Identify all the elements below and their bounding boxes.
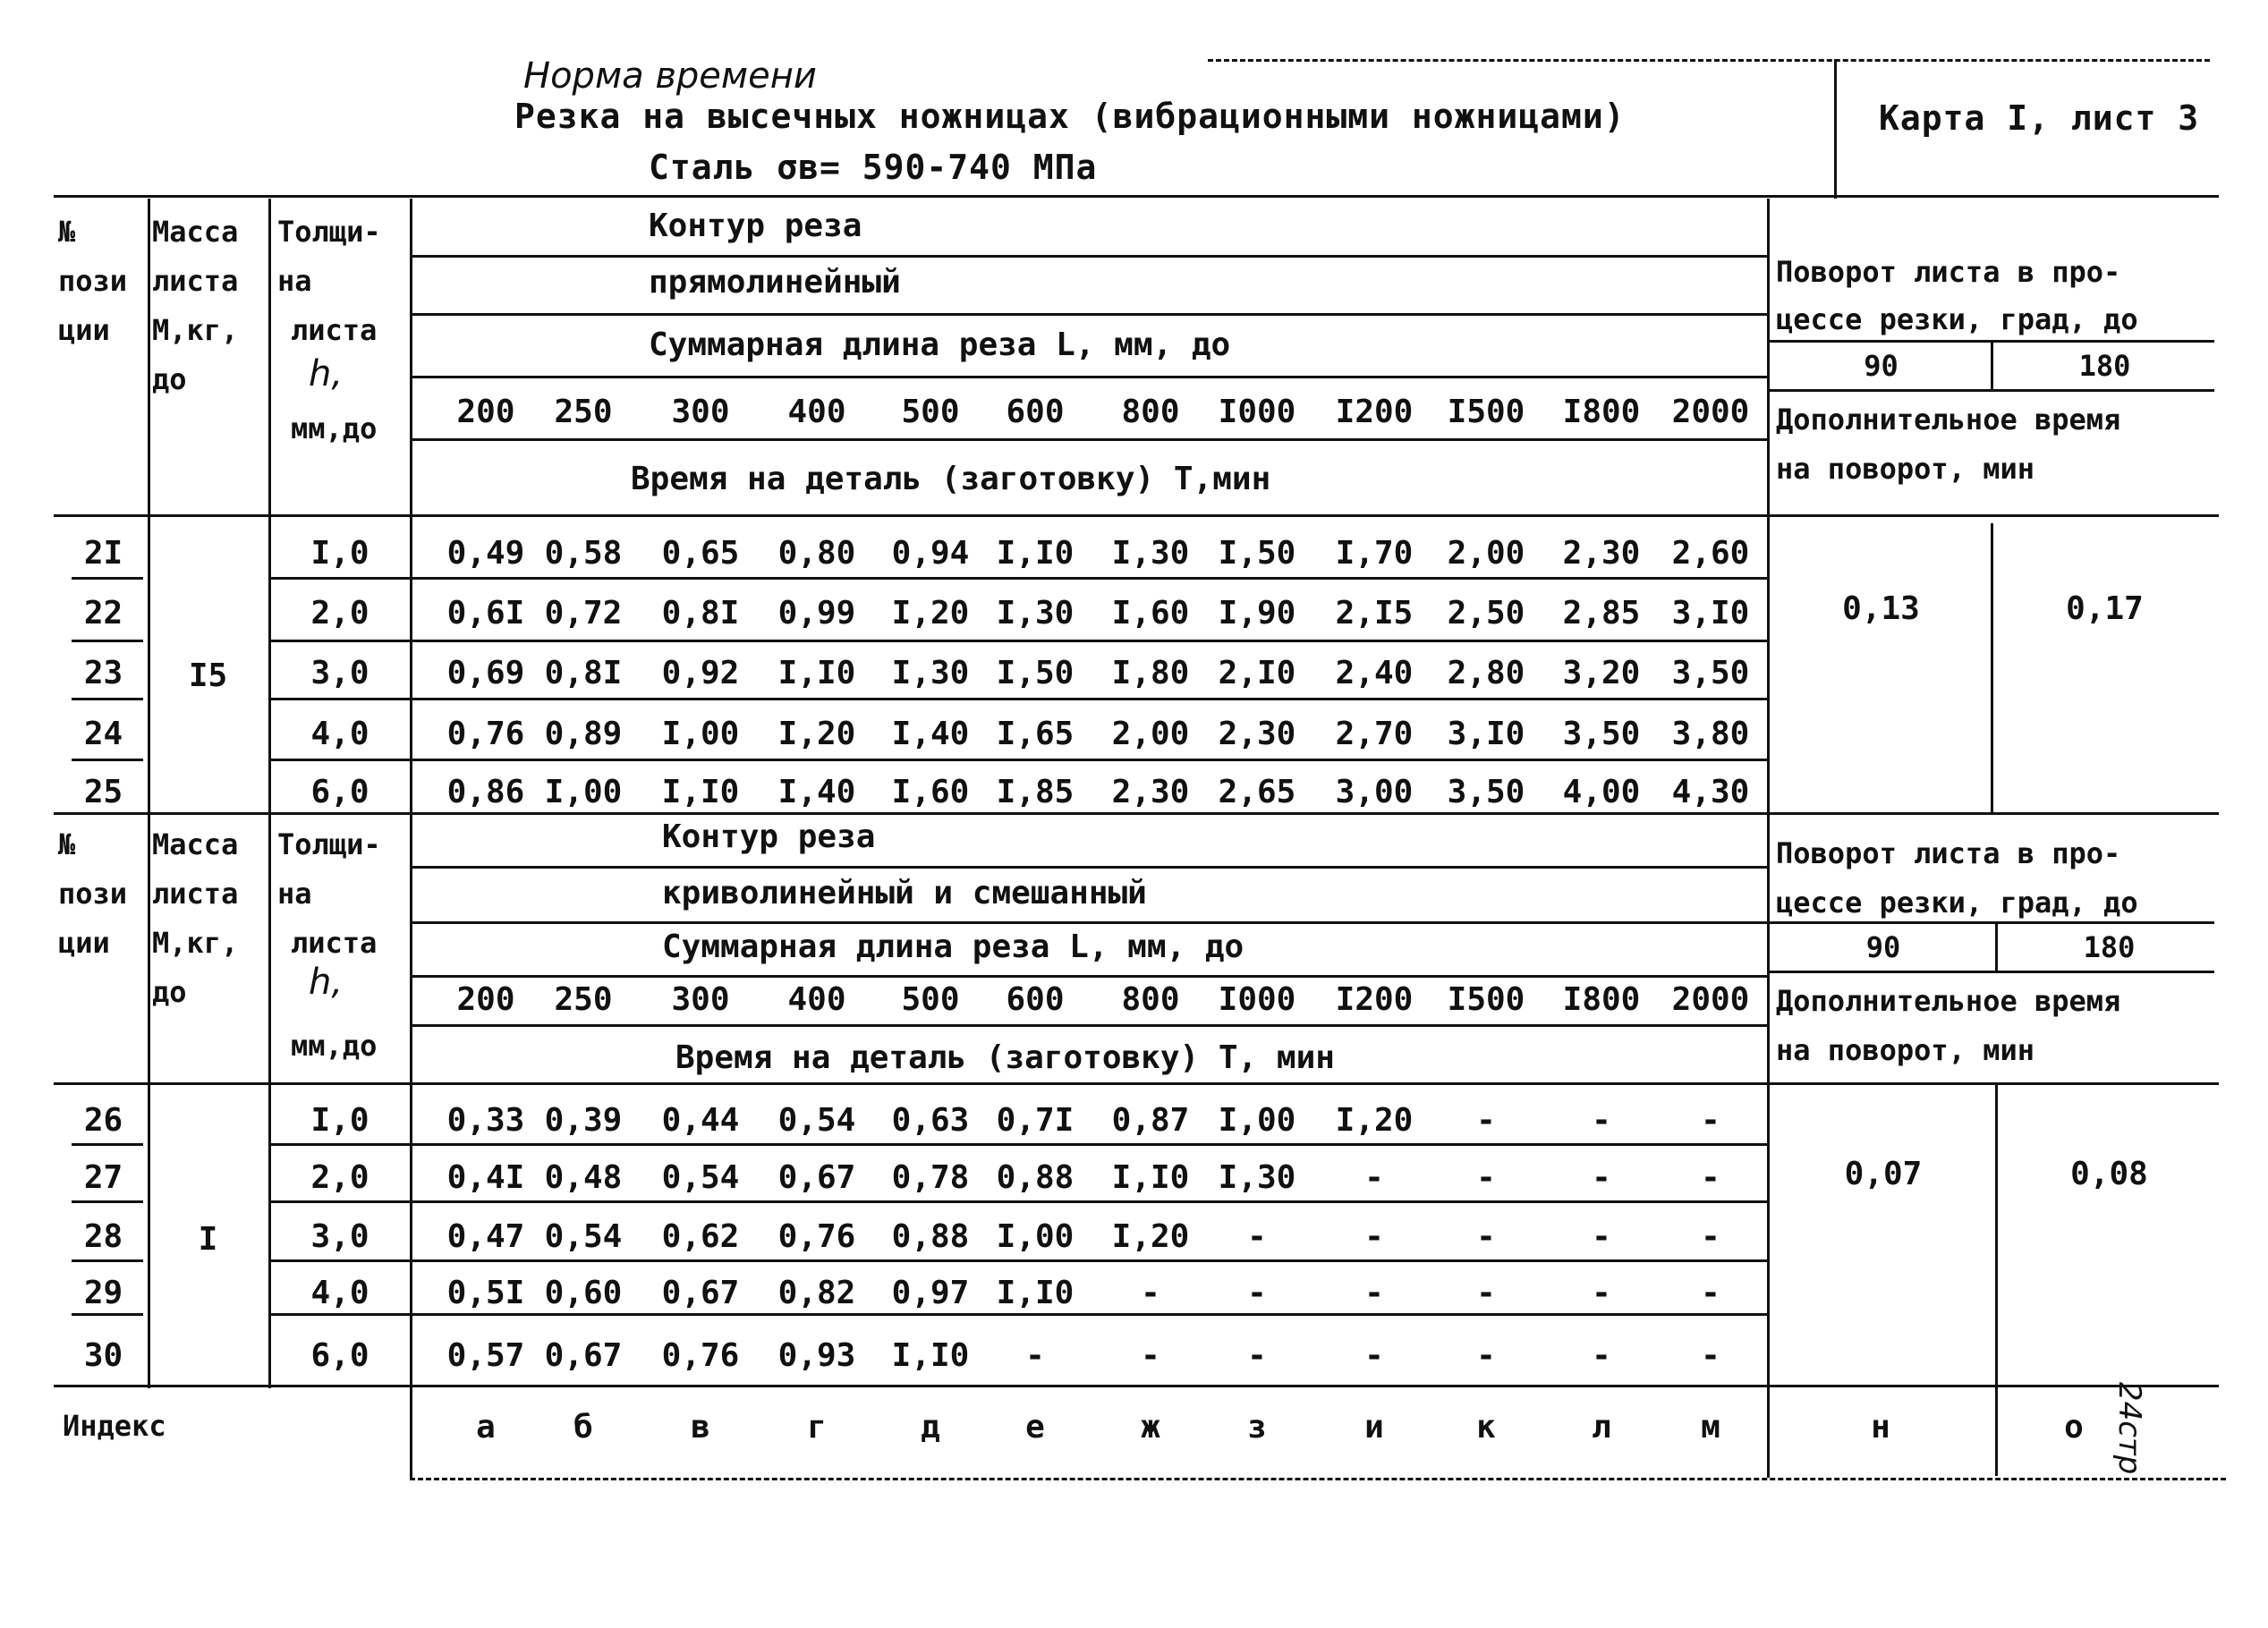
head-mass-2: листа bbox=[152, 264, 239, 298]
position-number: 29 bbox=[83, 1275, 123, 1311]
thickness-value: 4,0 bbox=[310, 1275, 370, 1311]
length-header: I000 bbox=[1218, 394, 1296, 430]
thickness-value: 6,0 bbox=[310, 774, 370, 810]
position-number: 24 bbox=[83, 716, 123, 752]
rot-split-2a bbox=[1995, 921, 1998, 971]
b1-pos-line-4 bbox=[72, 759, 143, 761]
handwritten-title: Норма времени bbox=[523, 55, 817, 97]
b2-rot-value-90: 0,07 bbox=[1844, 1156, 1923, 1192]
time-cell: 0,78 bbox=[891, 1159, 970, 1196]
index-letter: о bbox=[2064, 1409, 2084, 1446]
time-cell: 0,69 bbox=[446, 655, 525, 691]
time-cell: I,00 bbox=[544, 774, 623, 810]
index-letter: д bbox=[921, 1409, 940, 1446]
time-cell: 0,82 bbox=[777, 1275, 856, 1311]
b1-row-line-1 bbox=[268, 577, 1767, 580]
time-cell: 0,87 bbox=[1111, 1102, 1190, 1139]
head-thick-4: h, bbox=[309, 353, 344, 394]
time-cell: I,20 bbox=[891, 595, 970, 632]
time-cell: 0,7I bbox=[996, 1102, 1075, 1139]
time-cell: 0,5I bbox=[446, 1275, 525, 1311]
b1-rot-value-180: 0,17 bbox=[2066, 590, 2144, 627]
index-letter: и bbox=[1364, 1409, 1384, 1446]
b1-rot-180: 180 bbox=[2078, 349, 2131, 383]
b2-contour-type: криволинейный и смешанный bbox=[662, 875, 1147, 912]
b2-head-thick-1: Толщи- bbox=[277, 827, 381, 861]
time-cell: 4,30 bbox=[1671, 774, 1750, 810]
b1-row-line-2 bbox=[268, 640, 1767, 642]
b1-add-time-2: на поворот, мин bbox=[1776, 452, 2034, 486]
time-cell: 2,70 bbox=[1335, 716, 1414, 752]
length-header: I200 bbox=[1335, 394, 1414, 430]
time-cell: 2,I5 bbox=[1335, 595, 1414, 632]
index-letter: м bbox=[1701, 1409, 1720, 1446]
b2-line-lengths bbox=[410, 1024, 1767, 1027]
b2-line-contour bbox=[410, 866, 1767, 869]
length-header: 800 bbox=[1121, 981, 1180, 1018]
time-cell: - bbox=[1364, 1275, 1384, 1311]
time-cell: I,30 bbox=[1111, 535, 1190, 572]
time-cell: 0,94 bbox=[891, 535, 970, 572]
time-cell: - bbox=[1364, 1159, 1384, 1196]
time-cell: I,I0 bbox=[996, 535, 1075, 572]
time-cell: 0,67 bbox=[777, 1159, 856, 1196]
col-line-thick bbox=[410, 199, 412, 1478]
time-cell: - bbox=[1592, 1275, 1611, 1311]
time-cell: 2,00 bbox=[1111, 716, 1190, 752]
b2-head-mass-3: М,кг, bbox=[152, 926, 239, 960]
length-header: 200 bbox=[456, 394, 515, 430]
time-cell: 0,65 bbox=[661, 535, 740, 572]
b2-head-thick-2: на bbox=[277, 877, 312, 911]
length-header: 200 bbox=[456, 981, 515, 1018]
time-cell: - bbox=[1701, 1275, 1720, 1311]
b2-add-time-2: на поворот, мин bbox=[1776, 1033, 2034, 1067]
index-letter: б bbox=[573, 1409, 593, 1446]
thickness-value: 6,0 bbox=[310, 1337, 370, 1374]
time-cell: - bbox=[1364, 1218, 1384, 1255]
length-header: 500 bbox=[901, 981, 960, 1018]
time-cell: - bbox=[1476, 1102, 1496, 1139]
b2-mass-value: I bbox=[198, 1221, 218, 1258]
time-cell: - bbox=[1141, 1275, 1160, 1311]
time-cell: 0,4I bbox=[446, 1159, 525, 1196]
b2-rot-90: 90 bbox=[1865, 930, 1901, 964]
head-mass-3: М,кг, bbox=[152, 313, 239, 347]
steel-grade: Сталь σв= 590-740 МПа bbox=[649, 148, 1098, 187]
time-cell: 2,00 bbox=[1447, 535, 1525, 572]
time-cell: 3,I0 bbox=[1447, 716, 1525, 752]
time-cell: 2,85 bbox=[1562, 595, 1641, 632]
footer-dash-line bbox=[410, 1478, 2226, 1480]
time-cell: I,40 bbox=[777, 774, 856, 810]
b1-rot-label-1: Поворот листа в про- bbox=[1776, 255, 2121, 289]
length-header: 500 bbox=[901, 394, 960, 430]
time-cell: I,80 bbox=[1111, 655, 1190, 691]
time-cell: 3,I0 bbox=[1671, 595, 1750, 632]
thickness-value: I,0 bbox=[310, 535, 370, 572]
thickness-value: 3,0 bbox=[310, 655, 370, 691]
header-divider bbox=[1834, 59, 1837, 199]
time-cell: 0,86 bbox=[446, 774, 525, 810]
time-cell: 0,67 bbox=[661, 1275, 740, 1311]
b1-time-label: Время на деталь (заготовку) Т,мин bbox=[631, 461, 1271, 497]
length-header: 300 bbox=[671, 394, 730, 430]
time-cell: I,30 bbox=[891, 655, 970, 691]
b2-head-pos-1: № bbox=[58, 827, 76, 861]
length-header: 600 bbox=[1006, 981, 1065, 1018]
time-cell: 3,20 bbox=[1562, 655, 1641, 691]
time-cell: 3,50 bbox=[1447, 774, 1525, 810]
time-cell: 0,72 bbox=[544, 595, 623, 632]
time-cell: I,I0 bbox=[891, 1337, 970, 1374]
b1-bottom-rule bbox=[54, 812, 2219, 815]
b1-rot-value-90: 0,13 bbox=[1842, 590, 1920, 627]
time-cell: - bbox=[1476, 1275, 1496, 1311]
position-number: 22 bbox=[83, 595, 123, 632]
time-cell: I,50 bbox=[996, 655, 1075, 691]
time-cell: 2,40 bbox=[1335, 655, 1414, 691]
b2-rot-line-1 bbox=[1767, 921, 2214, 924]
b2-row-line-1 bbox=[268, 1143, 1767, 1146]
time-cell: 0,54 bbox=[544, 1218, 623, 1255]
time-cell: 0,76 bbox=[661, 1337, 740, 1374]
time-cell: 0,6I bbox=[446, 595, 525, 632]
b2-pos-line-1 bbox=[72, 1143, 143, 1146]
index-letter: г bbox=[807, 1409, 827, 1446]
time-cell: 3,80 bbox=[1671, 716, 1750, 752]
b2-head-mass-1: Масса bbox=[152, 827, 239, 861]
index-letter: к bbox=[1476, 1409, 1496, 1446]
position-number: 28 bbox=[83, 1218, 123, 1255]
b2-time-label: Время на деталь (заготовку) Т, мин bbox=[675, 1039, 1335, 1076]
b2-rot-line-2 bbox=[1767, 971, 2214, 973]
header-rule bbox=[54, 195, 2219, 198]
b2-pos-line-4 bbox=[72, 1313, 143, 1316]
time-cell: I,20 bbox=[1111, 1218, 1190, 1255]
b2-head-thick-5: мм,до bbox=[291, 1029, 378, 1063]
head-pos-2: пози bbox=[58, 264, 128, 298]
time-cell: 0,76 bbox=[446, 716, 525, 752]
position-number: 25 bbox=[83, 774, 123, 810]
length-header: I000 bbox=[1218, 981, 1296, 1018]
time-cell: I,65 bbox=[996, 716, 1075, 752]
b1-line-contour bbox=[410, 255, 1767, 258]
b2-rot-value-180: 0,08 bbox=[2070, 1156, 2148, 1192]
index-letter: ж bbox=[1141, 1409, 1160, 1446]
time-cell: I,20 bbox=[777, 716, 856, 752]
b1-pos-line-1 bbox=[72, 577, 143, 580]
time-cell: I,I0 bbox=[996, 1275, 1075, 1311]
head-pos-3: ции bbox=[58, 313, 110, 347]
b2-add-time-1: Дополнительное время bbox=[1776, 984, 2121, 1018]
length-header: I200 bbox=[1335, 981, 1414, 1018]
time-cell: 0,76 bbox=[777, 1218, 856, 1255]
time-cell: 0,8I bbox=[544, 655, 623, 691]
length-header: 400 bbox=[787, 981, 846, 1018]
time-cell: - bbox=[1247, 1337, 1267, 1374]
head-thick-2: на bbox=[277, 264, 312, 298]
rot-split-2b bbox=[1995, 1082, 1998, 1476]
b2-length-label: Суммарная длина реза L, мм, до bbox=[662, 928, 1244, 965]
head-mass-4: до bbox=[152, 362, 187, 396]
time-cell: 0,80 bbox=[777, 535, 856, 572]
b1-row-line-3 bbox=[268, 698, 1767, 700]
head-mass-1: Масса bbox=[152, 215, 239, 249]
b2-contour-label: Контур реза bbox=[662, 818, 876, 855]
b2-row-line-3 bbox=[268, 1259, 1767, 1262]
header-dash-line bbox=[1208, 59, 2210, 62]
time-cell: 2,30 bbox=[1562, 535, 1641, 572]
b2-bottom-rule bbox=[54, 1385, 2219, 1387]
time-cell: 0,92 bbox=[661, 655, 740, 691]
b1-line-type bbox=[410, 313, 1767, 316]
thickness-value: 4,0 bbox=[310, 716, 370, 752]
length-header: 2000 bbox=[1671, 981, 1750, 1018]
time-cell: 0,44 bbox=[661, 1102, 740, 1139]
b1-rot-label-2: цессе резки, град, до bbox=[1776, 302, 2138, 336]
time-cell: 0,47 bbox=[446, 1218, 525, 1255]
index-label: Индекс bbox=[63, 1409, 166, 1443]
time-cell: 0,39 bbox=[544, 1102, 623, 1139]
page-stamp: 24стр bbox=[2111, 1382, 2147, 1475]
time-cell: 3,50 bbox=[1562, 716, 1641, 752]
time-cell: 0,48 bbox=[544, 1159, 623, 1196]
b1-rot-line-1 bbox=[1767, 340, 2214, 343]
b1-pos-line-2 bbox=[72, 640, 143, 642]
b2-head-mass-2: листа bbox=[152, 877, 239, 911]
position-number: 2I bbox=[83, 535, 123, 572]
thickness-value: 2,0 bbox=[310, 595, 370, 632]
time-cell: 0,49 bbox=[446, 535, 525, 572]
time-cell: I,50 bbox=[1218, 535, 1296, 572]
rot-split-1b bbox=[1991, 523, 1993, 814]
index-letter: в bbox=[691, 1409, 710, 1446]
b1-add-time-1: Дополнительное время bbox=[1776, 403, 2121, 437]
time-cell: - bbox=[1476, 1218, 1496, 1255]
time-cell: - bbox=[1592, 1102, 1611, 1139]
page-title: Резка на высечных ножницах (вибрационными ножницами) bbox=[514, 97, 1626, 136]
b2-head-rule bbox=[54, 1082, 2219, 1085]
b1-row-line-4 bbox=[268, 759, 1767, 761]
b1-head-rule bbox=[54, 514, 2219, 517]
index-letter: а bbox=[476, 1409, 496, 1446]
time-cell: - bbox=[1476, 1159, 1496, 1196]
length-header: 2000 bbox=[1671, 394, 1750, 430]
time-cell: 0,88 bbox=[891, 1218, 970, 1255]
time-cell: - bbox=[1701, 1102, 1720, 1139]
b1-rot-line-2 bbox=[1767, 389, 2214, 392]
length-header: I800 bbox=[1562, 394, 1641, 430]
length-header: I500 bbox=[1447, 394, 1525, 430]
length-header: 250 bbox=[554, 981, 613, 1018]
b2-rot-label-1: Поворот листа в про- bbox=[1776, 836, 2121, 870]
time-cell: 0,60 bbox=[544, 1275, 623, 1311]
time-cell: 0,62 bbox=[661, 1218, 740, 1255]
b2-head-pos-3: ции bbox=[58, 926, 110, 960]
b1-line-length bbox=[410, 376, 1767, 378]
position-number: 30 bbox=[83, 1337, 123, 1374]
b2-line-type bbox=[410, 921, 1767, 924]
time-cell: I,70 bbox=[1335, 535, 1414, 572]
col-line-pos bbox=[148, 199, 150, 1388]
length-header: 400 bbox=[787, 394, 846, 430]
head-thick-5: мм,до bbox=[291, 411, 378, 445]
time-cell: 2,30 bbox=[1218, 716, 1296, 752]
b2-row-line-2 bbox=[268, 1200, 1767, 1203]
time-cell: 0,67 bbox=[544, 1337, 623, 1374]
time-cell: 2,65 bbox=[1218, 774, 1296, 810]
time-cell: 0,8I bbox=[661, 595, 740, 632]
position-number: 23 bbox=[83, 655, 123, 691]
b2-head-pos-2: пози bbox=[58, 877, 128, 911]
time-cell: I,40 bbox=[891, 716, 970, 752]
card-number: Карта I, лист 3 bbox=[1879, 98, 2200, 138]
b1-contour-label: Контур реза bbox=[649, 208, 862, 244]
time-cell: - bbox=[1364, 1337, 1384, 1374]
time-cell: - bbox=[1025, 1337, 1045, 1374]
time-cell: - bbox=[1476, 1337, 1496, 1374]
b2-head-thick-4: h, bbox=[309, 962, 344, 1003]
time-cell: - bbox=[1592, 1159, 1611, 1196]
time-cell: 0,63 bbox=[891, 1102, 970, 1139]
time-cell: - bbox=[1701, 1337, 1720, 1374]
time-cell: 0,33 bbox=[446, 1102, 525, 1139]
b2-pos-line-3 bbox=[72, 1259, 143, 1262]
index-letter: з bbox=[1247, 1409, 1267, 1446]
length-header: 800 bbox=[1121, 394, 1180, 430]
time-cell: I,I0 bbox=[777, 655, 856, 691]
time-cell: I,30 bbox=[996, 595, 1075, 632]
time-cell: 0,58 bbox=[544, 535, 623, 572]
position-number: 26 bbox=[83, 1102, 123, 1139]
length-header: 600 bbox=[1006, 394, 1065, 430]
b1-length-label: Суммарная длина реза L, мм, до bbox=[649, 326, 1231, 363]
time-cell: 2,30 bbox=[1111, 774, 1190, 810]
length-header: I800 bbox=[1562, 981, 1641, 1018]
b1-rot-90: 90 bbox=[1864, 349, 1898, 383]
time-cell: - bbox=[1141, 1337, 1160, 1374]
thickness-value: 2,0 bbox=[310, 1159, 370, 1196]
thickness-value: 3,0 bbox=[310, 1218, 370, 1255]
time-cell: I,60 bbox=[891, 774, 970, 810]
time-cell: 2,50 bbox=[1447, 595, 1525, 632]
time-cell: - bbox=[1701, 1218, 1720, 1255]
b2-rot-180: 180 bbox=[2083, 930, 2136, 964]
time-cell: 0,97 bbox=[891, 1275, 970, 1311]
b2-row-line-4 bbox=[268, 1313, 1767, 1316]
head-thick-3: листа bbox=[291, 313, 378, 347]
b1-line-lengths bbox=[410, 438, 1767, 441]
position-number: 27 bbox=[83, 1159, 123, 1196]
time-cell: 3,50 bbox=[1671, 655, 1750, 691]
time-cell: - bbox=[1592, 1337, 1611, 1374]
index-letter: е bbox=[1025, 1409, 1045, 1446]
time-cell: 2,60 bbox=[1671, 535, 1750, 572]
time-cell: I,60 bbox=[1111, 595, 1190, 632]
b2-pos-line-2 bbox=[72, 1200, 143, 1203]
b2-line-length bbox=[410, 975, 1767, 978]
index-letter: н bbox=[1871, 1409, 1890, 1446]
time-cell: I,90 bbox=[1218, 595, 1296, 632]
col-line-mass bbox=[268, 199, 271, 1388]
time-cell: I,I0 bbox=[1111, 1159, 1190, 1196]
time-cell: I,I0 bbox=[661, 774, 740, 810]
b2-head-mass-4: до bbox=[152, 975, 187, 1009]
time-cell: 0,54 bbox=[777, 1102, 856, 1139]
time-cell: I,00 bbox=[996, 1218, 1075, 1255]
b1-contour-type: прямолинейный bbox=[649, 264, 901, 301]
length-header: 250 bbox=[554, 394, 613, 430]
time-cell: 2,I0 bbox=[1218, 655, 1296, 691]
time-cell: - bbox=[1701, 1159, 1720, 1196]
time-cell: 0,54 bbox=[661, 1159, 740, 1196]
time-cell: - bbox=[1247, 1218, 1267, 1255]
rot-split-1a bbox=[1991, 340, 1993, 389]
time-cell: 0,99 bbox=[777, 595, 856, 632]
length-header: I500 bbox=[1447, 981, 1525, 1018]
time-cell: - bbox=[1592, 1218, 1611, 1255]
time-cell: 0,89 bbox=[544, 716, 623, 752]
time-cell: I,00 bbox=[661, 716, 740, 752]
time-cell: I,85 bbox=[996, 774, 1075, 810]
time-cell: 0,93 bbox=[777, 1337, 856, 1374]
time-cell: 4,00 bbox=[1562, 774, 1641, 810]
b2-rot-label-2: цессе резки, град, до bbox=[1776, 886, 2138, 920]
b1-pos-line-3 bbox=[72, 698, 143, 700]
time-cell: 3,00 bbox=[1335, 774, 1414, 810]
time-cell: I,30 bbox=[1218, 1159, 1296, 1196]
time-cell: 2,80 bbox=[1447, 655, 1525, 691]
time-cell: 0,88 bbox=[996, 1159, 1075, 1196]
thickness-value: I,0 bbox=[310, 1102, 370, 1139]
time-cell: I,20 bbox=[1335, 1102, 1414, 1139]
b1-mass-value: I5 bbox=[188, 657, 228, 694]
head-pos-1: № bbox=[58, 215, 76, 249]
index-letter: л bbox=[1592, 1409, 1611, 1446]
time-cell: I,00 bbox=[1218, 1102, 1296, 1139]
length-header: 300 bbox=[671, 981, 730, 1018]
time-cell: 0,57 bbox=[446, 1337, 525, 1374]
b2-head-thick-3: листа bbox=[291, 926, 378, 960]
head-thick-1: Толщи- bbox=[277, 215, 381, 249]
time-cell: - bbox=[1247, 1275, 1267, 1311]
